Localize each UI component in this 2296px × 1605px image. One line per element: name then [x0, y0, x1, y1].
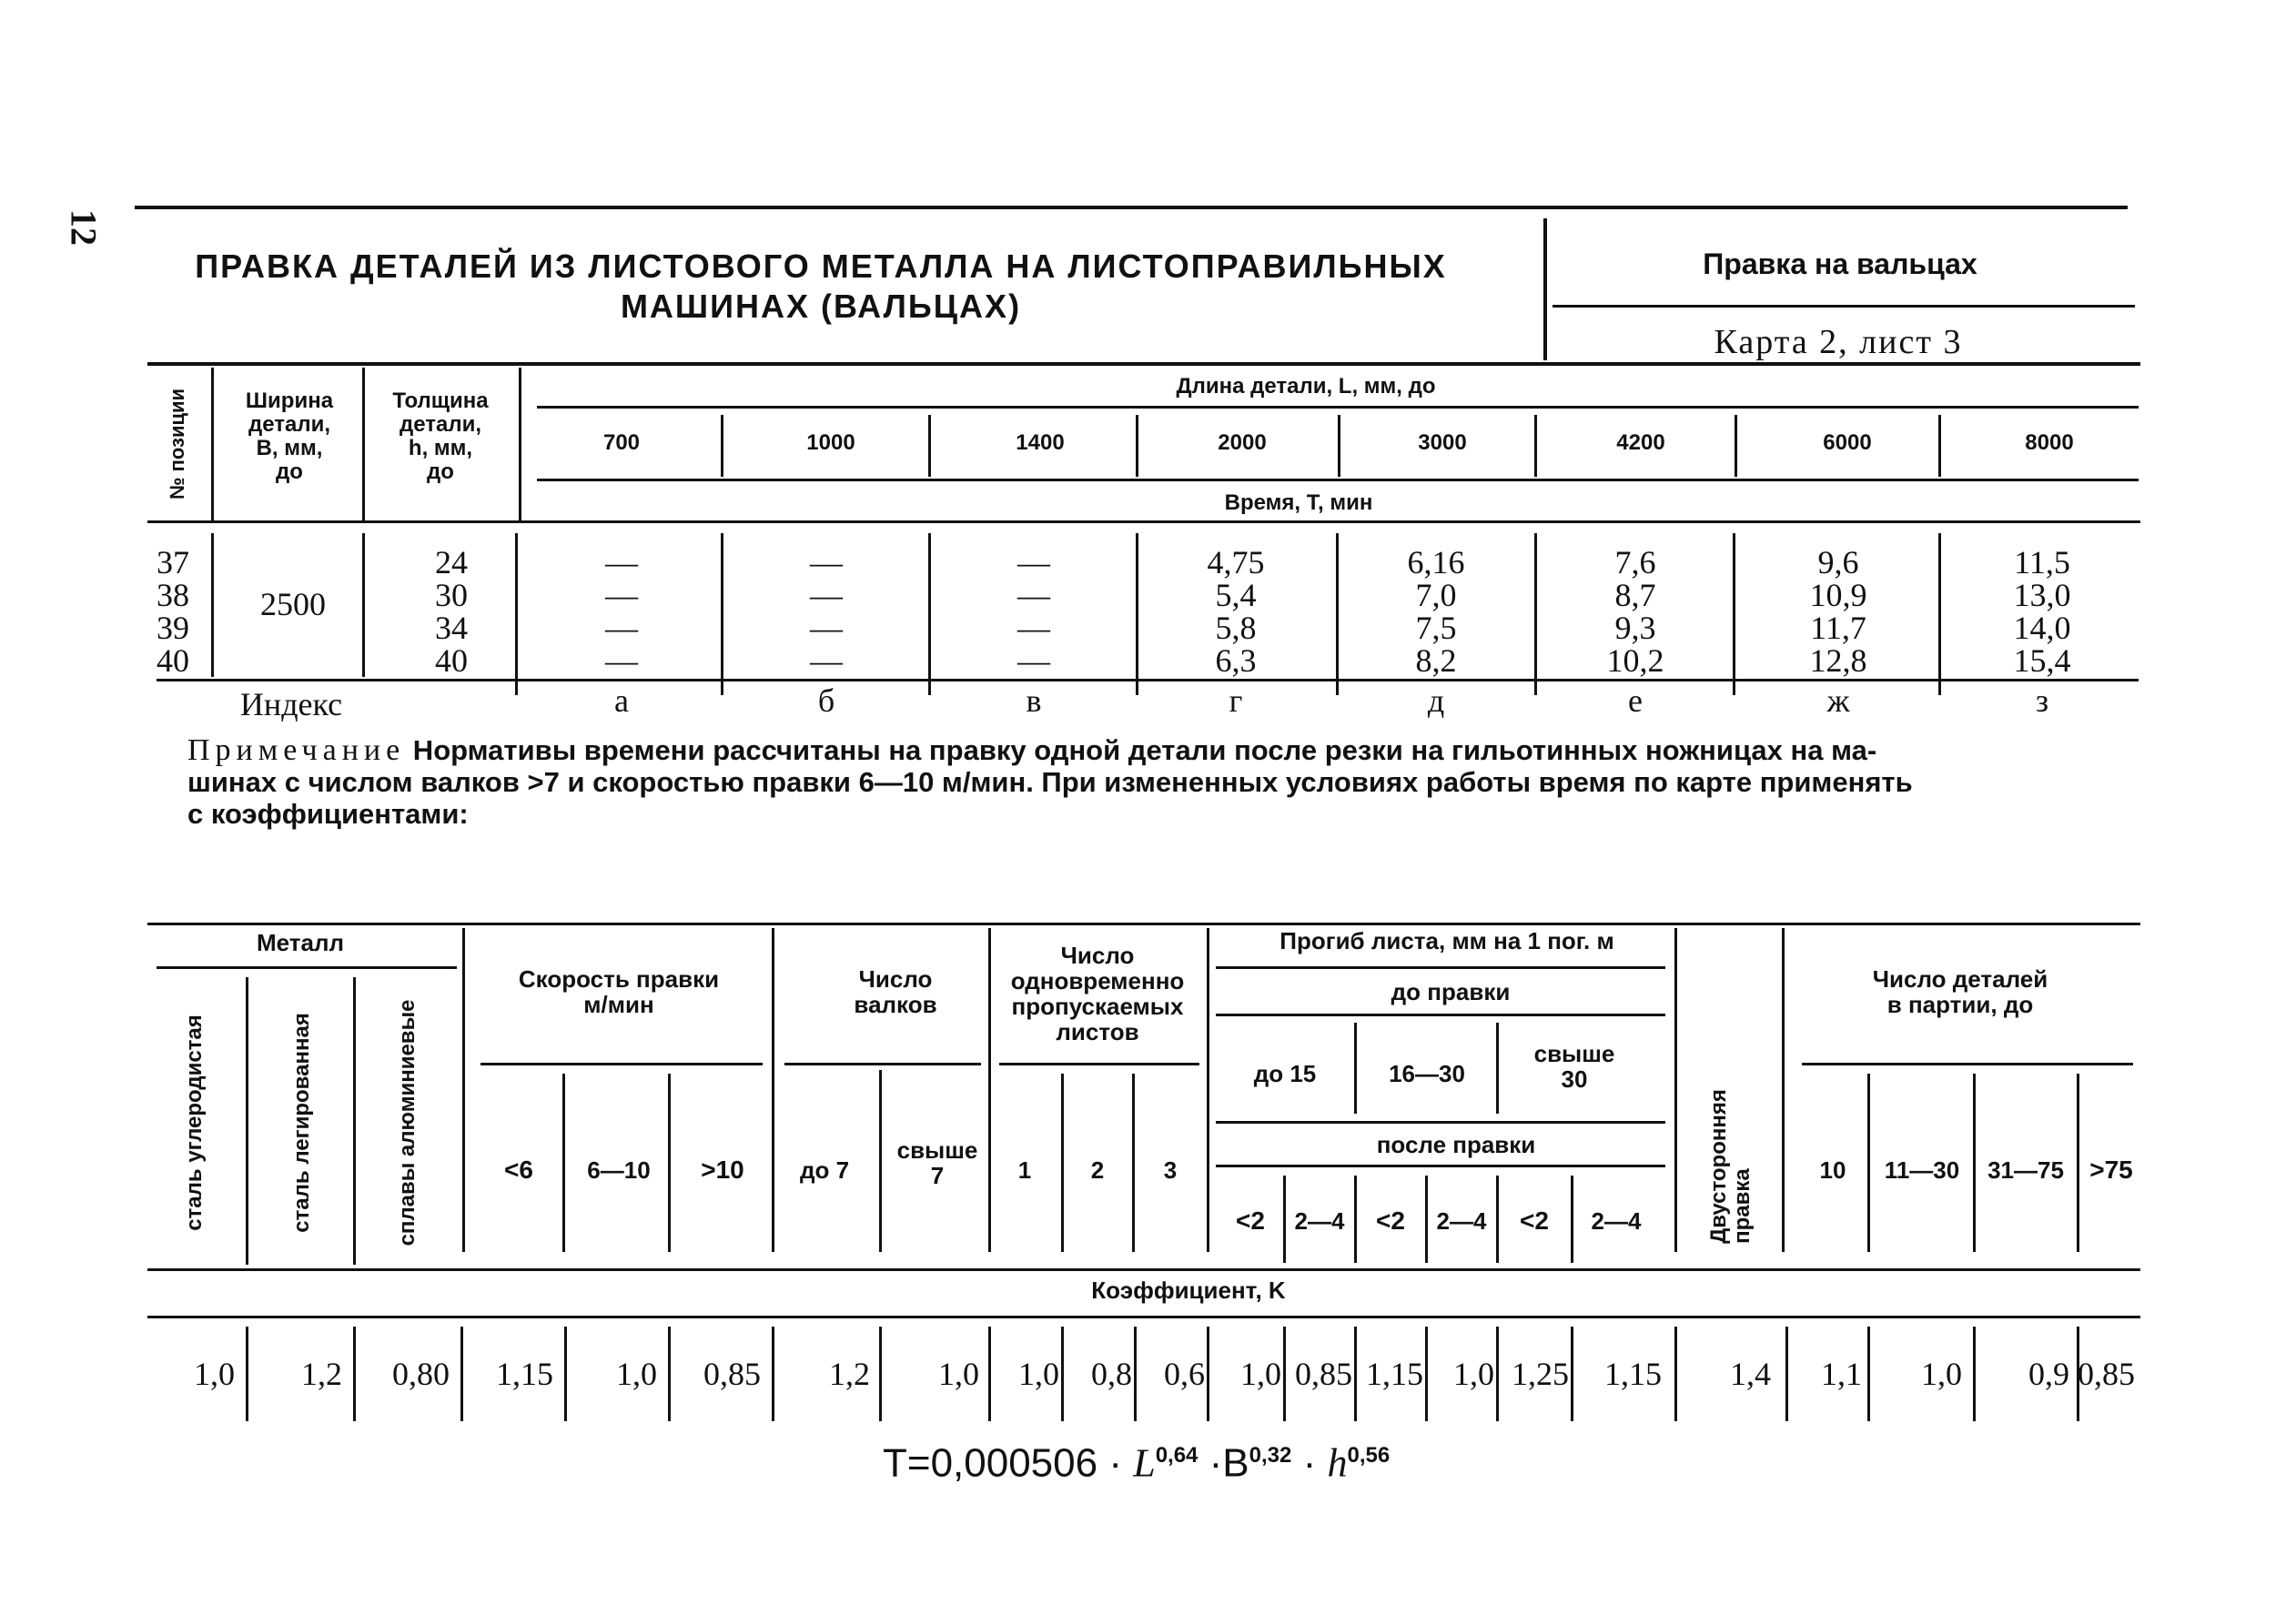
position-39: 39 [157, 610, 189, 646]
time-cell: 11,5 [2014, 544, 2070, 580]
time-cell: 11,7 [1810, 610, 1866, 646]
time-cell: — [605, 577, 638, 613]
col-width-line: Ширина [245, 389, 334, 413]
time-cell: — [1017, 610, 1050, 646]
thickness-40: 40 [435, 642, 468, 679]
metal-divider [246, 977, 248, 1265]
metal-aluminum: сплавы алюминиевые [395, 999, 420, 1247]
body-divider [1534, 533, 1537, 695]
time-cell: 10,9 [1809, 577, 1867, 613]
coef-value: 1,15 [1366, 1356, 1423, 1392]
time-cell: 8,2 [1415, 642, 1457, 679]
coef-value: 1,0 [1921, 1356, 1962, 1392]
rolls-up-to-7: до 7 [799, 1156, 850, 1184]
col-thickness-line: Толщина [392, 389, 489, 413]
col-divider [362, 368, 365, 520]
index-v: в [1026, 682, 1042, 719]
card-label: Карта 2, лист 3 [1714, 323, 1963, 361]
time-cell: — [605, 610, 638, 646]
time-cell: 5,8 [1215, 610, 1257, 646]
body-divider [721, 533, 723, 695]
time-cell: 6,3 [1215, 642, 1257, 679]
batch-10: 10 [1819, 1156, 1846, 1184]
thickness-24: 24 [435, 544, 468, 580]
coef-value: 1,1 [1821, 1356, 1862, 1392]
body-divider [515, 533, 518, 695]
value-divider [564, 1327, 567, 1421]
col-width-line: детали, [248, 412, 331, 437]
before-divider [1496, 1023, 1499, 1114]
col-divider [519, 368, 521, 520]
coef-value: 0,8 [1091, 1356, 1132, 1392]
rolls-over-line: свыше [896, 1136, 978, 1164]
before-header: до правки [1391, 978, 1511, 1005]
after-lt2: <2 [1376, 1206, 1405, 1235]
body-divider [362, 533, 365, 677]
rolls-divider [879, 1070, 882, 1252]
index-rule [157, 679, 2139, 681]
deflection-header: Прогиб листа, мм на 1 пог. м [1279, 927, 1614, 954]
value-divider [246, 1327, 248, 1421]
formula-dot: · [1097, 1440, 1134, 1486]
rolls-rule [784, 1063, 981, 1065]
time-cell: 10,2 [1606, 642, 1664, 679]
value-divider [1425, 1327, 1428, 1421]
time-cell: 7,6 [1614, 544, 1656, 580]
after-divider [1425, 1176, 1428, 1263]
time-cell: — [810, 610, 843, 646]
index-a: а [614, 682, 629, 719]
formula-dot: · [1198, 1440, 1223, 1486]
coef-divider [1782, 928, 1785, 1252]
before-rule [1216, 1014, 1665, 1016]
after-top-rule [1216, 1121, 1665, 1124]
coef-label-top-rule [147, 1268, 2140, 1271]
note-paragraph [187, 735, 1876, 766]
time-cell: 7,5 [1415, 610, 1457, 646]
coef-value: 0,6 [1164, 1356, 1205, 1392]
metal-rule [157, 966, 457, 969]
note-line2: шинах с числом валков >7 и скоростью правки 6—10 м/мин. При измененных условиях работы время по карте применять [187, 766, 1913, 798]
before-up-to-15: до 15 [1253, 1060, 1317, 1087]
batch-31-75: 31—75 [1988, 1156, 2064, 1184]
double-line: Двусторонняя [1706, 1089, 1731, 1244]
col-divider [211, 368, 214, 520]
section-label: Правка на вальцах [1703, 247, 1977, 280]
sheets-1: 1 [1017, 1156, 1032, 1184]
page-number: 12 [63, 209, 105, 246]
position-40: 40 [157, 642, 189, 679]
speed-divider [668, 1074, 671, 1252]
length-1400: 1400 [1016, 430, 1065, 455]
coef-divider [772, 928, 774, 1252]
body-divider [1733, 533, 1735, 695]
after-header: после правки [1376, 1131, 1536, 1158]
formula-dot: · [1291, 1440, 1328, 1486]
time-cell: — [1017, 642, 1050, 679]
batch-divider [1973, 1074, 1976, 1252]
speed-gt10: >10 [701, 1156, 744, 1184]
index-g: г [1229, 682, 1243, 719]
formula-B: B [1222, 1440, 1249, 1486]
value-divider [1571, 1327, 1573, 1421]
formula-L: L [1133, 1440, 1156, 1486]
rolls-over-line: 7 [930, 1162, 945, 1189]
sheets-header [1011, 943, 1185, 1045]
after-lt2: <2 [1520, 1206, 1549, 1235]
sheets-header-line: листов [1056, 1018, 1139, 1045]
length-1000: 1000 [806, 430, 855, 455]
formula-h: h [1327, 1440, 1348, 1486]
speed-header-line: м/мин [583, 991, 654, 1018]
before-divider [1354, 1023, 1357, 1114]
before-16-30: 16—30 [1389, 1060, 1465, 1087]
value-divider [1061, 1327, 1064, 1421]
length-divider [928, 415, 931, 477]
before-over-30 [1534, 1041, 1615, 1092]
value-divider [772, 1327, 774, 1421]
after-lt2: <2 [1236, 1206, 1265, 1235]
coef-value: 0,85 [703, 1356, 761, 1392]
sheets-rule [999, 1063, 1199, 1065]
value-divider [1496, 1327, 1499, 1421]
batch-11-30: 11—30 [1884, 1156, 1960, 1184]
time-cell: 5,4 [1215, 577, 1257, 613]
col-width-header [246, 389, 333, 484]
length-8000: 8000 [2025, 430, 2074, 455]
time-cell: — [605, 544, 638, 580]
length-3000: 3000 [1418, 430, 1467, 455]
col-thickness-line: h, мм, [408, 436, 473, 460]
time-cell: 9,6 [1817, 544, 1859, 580]
coef-value: 1,15 [1604, 1356, 1662, 1392]
page-title-line2: МАШИНАХ (ВАЛЬЦАХ) [620, 288, 1022, 325]
length-divider [1338, 415, 1340, 477]
speed-rule [480, 1063, 763, 1065]
formula [883, 1432, 1390, 1488]
formula-L-exp: 0,64 [1155, 1443, 1199, 1468]
after-2-4: 2—4 [1294, 1207, 1345, 1235]
sheets-3: 3 [1163, 1156, 1178, 1184]
index-b: б [817, 682, 835, 719]
coef-divider [988, 928, 991, 1252]
time-cell: 14,0 [2013, 610, 2071, 646]
time-cell: 7,0 [1415, 577, 1457, 613]
coef-value: 1,0 [1453, 1356, 1494, 1392]
metal-divider [353, 977, 356, 1265]
time-cell: — [810, 577, 843, 613]
time-cell: — [810, 544, 843, 580]
col-thickness-line: до [427, 459, 454, 484]
index-z: з [2035, 682, 2049, 719]
after-divider [1496, 1176, 1499, 1263]
coef-divider [1674, 928, 1677, 1252]
index-zh: ж [1826, 682, 1850, 719]
value-divider [1973, 1327, 1976, 1421]
coef-divider [462, 928, 465, 1252]
coef-value: 0,85 [1295, 1356, 1352, 1392]
after-divider [1354, 1176, 1357, 1263]
coef-value: 0,80 [392, 1356, 450, 1392]
width-value: 2500 [260, 586, 326, 622]
double-sided-header [1707, 1089, 1755, 1244]
length-divider [1136, 415, 1138, 477]
coef-label: Коэффициент, K [1091, 1277, 1286, 1304]
header-divider [1543, 218, 1547, 360]
note-label: Примечание [187, 733, 406, 767]
body-divider [1136, 533, 1138, 695]
coef-value: 1,25 [1512, 1356, 1569, 1392]
value-divider [1134, 1327, 1137, 1421]
speed-header-line: Скорость правки [518, 965, 720, 993]
index-e: е [1628, 682, 1643, 719]
value-divider [668, 1327, 671, 1421]
value-divider [460, 1327, 463, 1421]
time-cell: — [810, 642, 843, 679]
metal-alloy-steel: сталь легированная [289, 1013, 314, 1233]
length-2000: 2000 [1218, 430, 1267, 455]
sheets-header-line: пропускаемых [1011, 993, 1184, 1020]
value-divider [1785, 1327, 1788, 1421]
length-divider [1735, 415, 1737, 477]
sheets-divider [1132, 1074, 1135, 1252]
batch-header-line: в партии, до [1886, 991, 2034, 1018]
speed-6-10: 6—10 [587, 1156, 651, 1184]
value-divider [353, 1327, 356, 1421]
time-cell: 15,4 [2013, 642, 2071, 679]
length-divider [1938, 415, 1941, 477]
coef-top-rule [147, 923, 2140, 925]
coef-value: 1,0 [194, 1356, 235, 1392]
after-2-4: 2—4 [1436, 1207, 1487, 1235]
before-over-line: свыше [1533, 1040, 1615, 1067]
formula-B-exp: 0,32 [1249, 1443, 1292, 1468]
time-cell: 4,75 [1207, 544, 1265, 580]
time-header-rule [537, 479, 2139, 481]
coef-value: 1,4 [1730, 1356, 1771, 1392]
coef-value: 1,15 [496, 1356, 553, 1392]
coef-value: 1,2 [301, 1356, 342, 1392]
value-divider [879, 1327, 882, 1421]
coef-value: 1,0 [1018, 1356, 1059, 1392]
rolls-header-line: Число [858, 965, 933, 993]
col-width-line: до [276, 459, 303, 484]
position-38: 38 [157, 577, 189, 613]
time-cell: 8,7 [1614, 577, 1656, 613]
batch-divider [2077, 1074, 2079, 1252]
rolls-over-7 [897, 1137, 978, 1188]
coef-value: 0,9 [2028, 1356, 2069, 1392]
col-position-header: № позиции [166, 388, 188, 500]
position-37: 37 [157, 544, 189, 580]
length-divider [721, 415, 723, 477]
time-cell: 9,3 [1614, 610, 1656, 646]
after-divider [1283, 1176, 1286, 1263]
page-title-line1: ПРАВКА ДЕТАЛЕЙ ИЗ ЛИСТОВОГО МЕТАЛЛА НА ЛИСТОПРАВИЛЬНЫХ [195, 247, 1447, 285]
time-cell: 6,16 [1407, 544, 1465, 580]
length-divider [1534, 415, 1537, 477]
speed-lt6: <6 [504, 1156, 533, 1184]
col-width-line: B, мм, [256, 436, 323, 460]
rolls-header-line: валков [854, 991, 937, 1018]
value-divider [1207, 1327, 1209, 1421]
value-divider [1354, 1327, 1357, 1421]
body-divider [211, 533, 214, 677]
time-header: Время, Т, мин [1224, 490, 1373, 515]
value-divider [1674, 1327, 1677, 1421]
index-d: д [1427, 682, 1445, 719]
body-divider [1938, 533, 1941, 695]
rolls-header [854, 966, 936, 1017]
coef-value: 1,0 [616, 1356, 657, 1392]
body-divider [928, 533, 931, 695]
value-divider [1283, 1327, 1286, 1421]
header-top-rule [135, 206, 2128, 209]
time-cell: — [1017, 544, 1050, 580]
length-header: Длина детали, L, мм, до [1176, 374, 1436, 399]
header-section-rule [1553, 305, 2135, 308]
batch-header-line: Число деталей [1872, 965, 2048, 993]
coef-value: 0,85 [2078, 1356, 2135, 1392]
sheets-divider [1061, 1074, 1064, 1252]
speed-divider [562, 1074, 565, 1252]
length-6000: 6000 [1823, 430, 1872, 455]
after-2-4: 2—4 [1591, 1207, 1642, 1235]
metal-header: Металл [256, 929, 345, 956]
formula-h-exp: 0,56 [1347, 1443, 1391, 1468]
batch-divider [1867, 1074, 1870, 1252]
sheets-2: 2 [1090, 1156, 1105, 1184]
time-cell: 12,8 [1809, 642, 1867, 679]
metal-carbon-steel: сталь углеродистая [182, 1014, 207, 1231]
col-thickness-header [392, 389, 488, 484]
double-line: правка [1730, 1168, 1755, 1244]
deflection-rule [1216, 966, 1665, 969]
note-line1: Нормативы времени рассчитаны на правку одной детали после резки на гильотинных ножницах на ма- [405, 734, 1877, 766]
time-cell: — [605, 642, 638, 679]
time-cell: 13,0 [2013, 577, 2071, 613]
length-700: 700 [602, 430, 641, 455]
length-4200: 4200 [1616, 430, 1665, 455]
formula-lhs: T=0,000506 [883, 1440, 1098, 1486]
coef-value: 1,0 [1240, 1356, 1281, 1392]
coef-label-bottom-rule [147, 1316, 2140, 1318]
batch-gt75: >75 [2089, 1156, 2133, 1184]
coef-value: 1,0 [938, 1356, 979, 1392]
sheets-header-line: одновременно [1010, 967, 1185, 994]
before-over-line: 30 [1561, 1065, 1588, 1093]
sheets-header-line: Число [1060, 942, 1135, 969]
after-divider [1571, 1176, 1573, 1263]
value-divider [1867, 1327, 1870, 1421]
body-divider [1336, 533, 1339, 695]
coef-value: 1,2 [829, 1356, 870, 1392]
value-divider [988, 1327, 991, 1421]
batch-header [1873, 966, 2048, 1017]
thickness-30: 30 [435, 577, 468, 613]
index-label: Индекс [239, 686, 343, 722]
table-top-rule [147, 362, 2140, 366]
coef-divider [1207, 928, 1209, 1252]
note-line3: с коэффициентами: [187, 798, 469, 830]
speed-header [519, 966, 719, 1017]
body-top-rule [147, 520, 2140, 523]
time-cell: — [1017, 577, 1050, 613]
col-thickness-line: детали, [399, 412, 482, 437]
after-rule [1216, 1165, 1665, 1167]
batch-rule [1802, 1063, 2133, 1065]
length-header-rule [537, 406, 2139, 409]
thickness-34: 34 [435, 610, 468, 646]
